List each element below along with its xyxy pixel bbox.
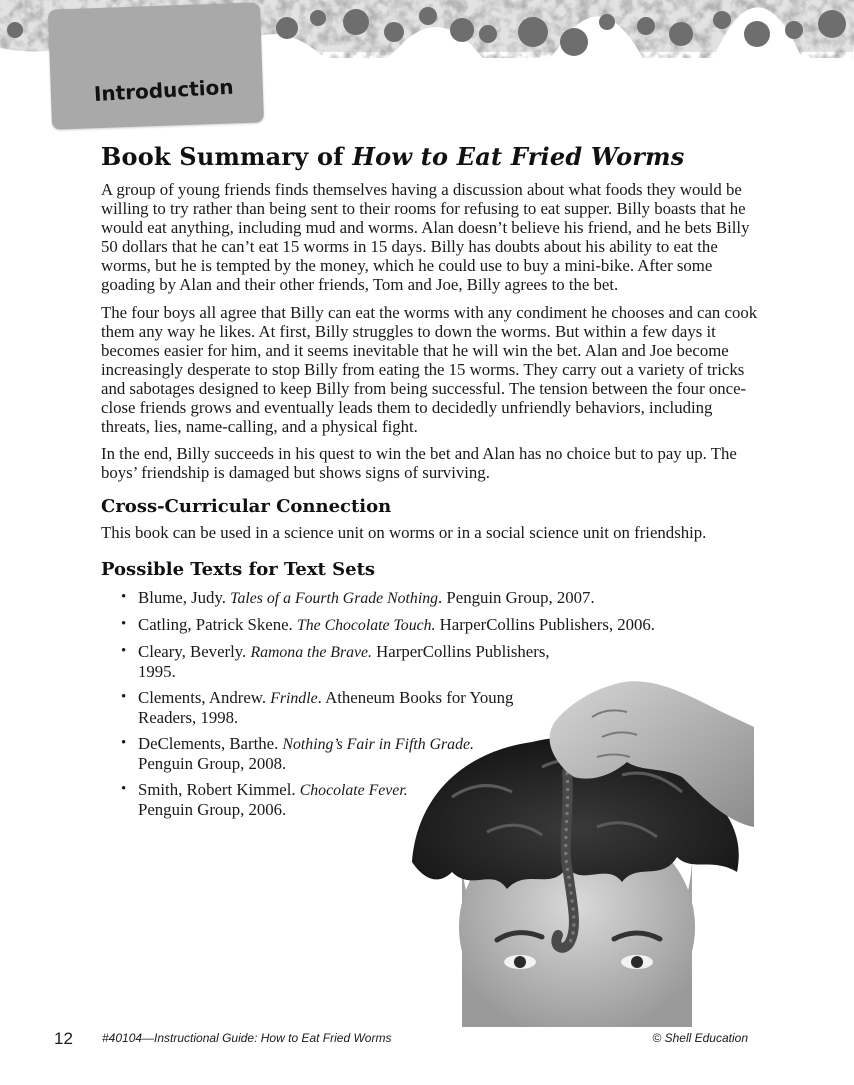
book-title: Ramona the Brave. bbox=[250, 643, 372, 661]
book-author: Cleary, Beverly. bbox=[138, 641, 251, 661]
book-author: DeClements, Barthe. bbox=[138, 733, 283, 753]
cross-curricular-text: This book can be used in a science unit on worms or in a social science unit on friendship. bbox=[101, 523, 707, 543]
book-publisher: . Atheneum Books for Young Readers, 1998. bbox=[138, 687, 514, 727]
book-publisher: . Penguin Group, 2007. bbox=[438, 587, 595, 607]
bullet-icon: • bbox=[121, 615, 127, 632]
summary-paragraph-2: The four boys all agree that Billy can eat the worms with any condiment he chooses and can cook them any way he likes. At first, Billy struggles to down the worms. But within a few days it becomes easier for him, and it seems inevitable that he will win the bet. Alan and Joe become increasingly desperate to stop Billy from eating the 15 worms. They carry out a variety of tricks and sabotages designed to keep Billy from being successful. The tension between the four once-close friends grows and eventually leads them to decidedly unfriendly behaviors, including threats, lies, name-calling, and a physical fight. bbox=[101, 302, 758, 437]
boy-with-worm-image bbox=[392, 657, 757, 1027]
list-item bbox=[121, 588, 658, 608]
bullet-icon: • bbox=[121, 734, 127, 751]
title-prefix: Book Summary of bbox=[101, 142, 353, 171]
list-item bbox=[121, 780, 438, 819]
bullet-icon: • bbox=[121, 588, 127, 605]
bullet-icon: • bbox=[121, 780, 127, 797]
book-title: Chocolate Fever. bbox=[299, 781, 408, 799]
page-title bbox=[101, 142, 761, 171]
book-title: Frindle bbox=[270, 689, 318, 707]
book-publisher: HarperCollins Publishers, 1995. bbox=[138, 641, 550, 681]
text-sets-heading: Possible Texts for Text Sets bbox=[101, 558, 376, 580]
copyright: © Shell Education bbox=[652, 1031, 748, 1045]
cross-curricular-heading: Cross-Curricular Connection bbox=[101, 496, 392, 518]
guide-title: #40104—Instructional Guide: How to Eat Fried Worms bbox=[102, 1031, 392, 1045]
book-author: Catling, Patrick Skene. bbox=[138, 614, 297, 634]
list-item bbox=[121, 615, 698, 635]
book-author: Clements, Andrew. bbox=[138, 687, 271, 707]
title-book: How to Eat Fried Worms bbox=[352, 142, 685, 171]
book-author: Blume, Judy. bbox=[138, 587, 231, 607]
section-tab-label: Introduction bbox=[93, 74, 235, 106]
page-number: 12 bbox=[54, 1029, 73, 1048]
book-author: Smith, Robert Kimmel. bbox=[138, 779, 300, 799]
bullet-icon: • bbox=[121, 688, 127, 705]
book-publisher: Penguin Group, 2008. bbox=[138, 753, 287, 773]
book-title: Tales of a Fourth Grade Nothing bbox=[230, 589, 439, 607]
summary-paragraph-1: A group of young friends finds themselves having a discussion about what foods they would be willing to try rather than being sent to their rooms for refusing to eat supper. Billy boasts that he would eat anything, including mud and worms. Alan doesn’t believe his friend, and he bets Billy 50 dollars that he can’t eat 15 worms in 15 days. Billy has doubts about his ability to eat the worms, but he is tempted by the money, which he could use to buy a mini-bike. After some goading by Alan and their other friends, Tom and Joe, Billy agrees to the bet. bbox=[101, 180, 750, 295]
summary-paragraph-3: In the end, Billy succeeds in his quest to win the bet and Alan has no choice but to pay up. The boys’ friendship is damaged but shows signs of surviving. bbox=[101, 444, 737, 483]
book-title: The Chocolate Touch. bbox=[296, 616, 436, 634]
book-publisher: Penguin Group, 2006. bbox=[138, 799, 287, 819]
book-publisher: HarperCollins Publishers, 2006. bbox=[435, 614, 655, 634]
section-tab bbox=[48, 2, 264, 129]
bullet-icon: • bbox=[121, 642, 127, 659]
book-title: Nothing’s Fair in Fifth Grade. bbox=[282, 735, 474, 753]
